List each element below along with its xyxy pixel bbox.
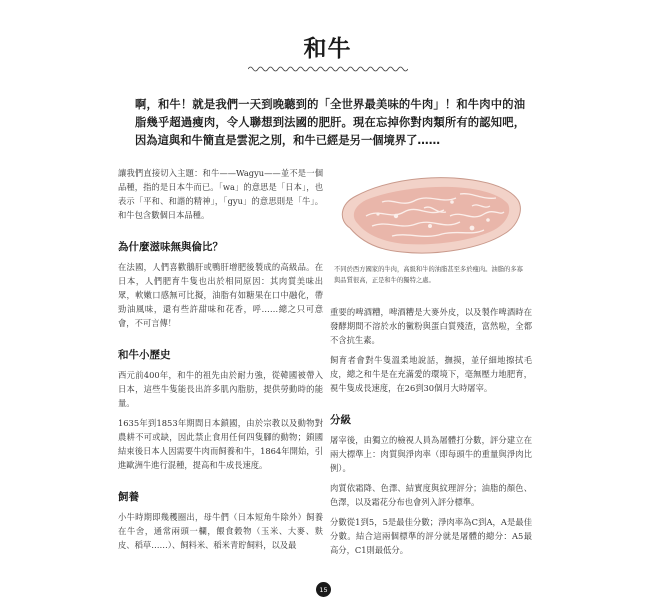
section-heading-grading: 分級 bbox=[330, 414, 351, 426]
page-number: 15 bbox=[316, 582, 331, 597]
section-heading-history: 和牛小歷史 bbox=[118, 349, 171, 361]
left-column bbox=[118, 166, 323, 558]
intro-paragraph: 啊，和牛！就是我們一天到晚聽到的「全世界最美味的牛肉」！和牛肉中的油脂幾乎超過瘦肉，令人聯想到法國的肥肝。現在忘掉你對肉類所有的認知吧，因為這與和牛簡直是雲泥之別，和牛已經是另一個境界了…… bbox=[135, 98, 525, 147]
image-caption: 不同於西方國家的牛肉，高級和牛的油脂甚至多於瘦肉。油脂的多寡與品質很高，正是和牛的獨特之處。 bbox=[334, 266, 523, 284]
history-paragraph-1: 西元前400年，和牛的祖先由於耐力強，從韓國被帶入日本，這些牛隻能長出許多肌內脂肪，提供勞動時的能量。 bbox=[118, 370, 323, 408]
grading-paragraph-1: 屠宰後，由獨立的檢視人員為屠體打分數，評分建立在兩大標準上：肉質與淨肉率（即每頭牛的重量與淨肉比例）。 bbox=[330, 435, 532, 473]
right-column bbox=[330, 305, 532, 563]
section-heading-why-delicious: 為什麼滋味無與倫比？ bbox=[118, 241, 223, 253]
page-title: 和牛 bbox=[303, 36, 352, 62]
raising-paragraph: 小牛時期即幾穫圈出，母牛們（日本短角牛除外）飼養在牛舍，通常兩頭一欄，餵食穀物（玉米、大麥、麩皮、稻草……）、飼料米、稻米青貯飼料，以及最 bbox=[118, 512, 323, 550]
lead-paragraph: 讓我們直接切入主題：和牛——Wagyu——並不是一個品種，指的是日本牛而已。「wa」的意思是「日本」，也表示「平和、和諧的精神」，「gyu」的意思則是「牛」。和牛包含數個日本品種。 bbox=[118, 168, 323, 220]
wagyu-steak-illustration bbox=[332, 170, 527, 258]
history-paragraph-2: 1635年到1853年期間日本鎖國，由於宗教以及動物對農耕不可或缺，因此禁止食用任何四隻腳的動物；鎖國結束後日本人因需要牛肉而飼養和牛，1864年開始，引進歐洲牛進行混種，提高和牛成長速度。 bbox=[118, 418, 323, 470]
title-wave-divider bbox=[248, 65, 408, 73]
section-why-paragraph: 在法國，人們喜歡鵝肝或鴨肝增肥後製成的高級品。在日本，人們肥育牛隻也出於相同原因：其肉質美味出眾，軟嫩口感無可比擬，油脂有如糖果在口中融化，帶勁油風味，還有些許甜味和花香，呼……總之只可意會，不可言傳！ bbox=[118, 262, 323, 328]
grading-paragraph-2: 肉質依霜降、色澤、結實度與紋理評分；油脂的顏色、色澤，以及霜花分布也會列入評分標準。 bbox=[330, 483, 532, 507]
grading-paragraph-3: 分數從1到5，5是最佳分數；淨肉率為C到A，A是最佳分數。結合這兩個標準的評分就是屠體的總分：A5最高分，C1則最低分。 bbox=[330, 517, 532, 555]
section-heading-raising: 飼養 bbox=[118, 491, 139, 503]
raising-continued-paragraph: 重要的啤酒糟，啤酒糟是大麥外皮，以及製作啤酒時在發酵期間不溶於水的黴粉與蛋白質殘渣，富然啦，全都不含抗生素。 bbox=[330, 307, 532, 345]
raising-care-paragraph: 飼育者會對牛隻溫柔地說話，撫摸，並仔細地擦拭毛皮，總之和牛是在充滿愛的環境下，毫無壓力地肥育，視牛隻成長速度，在26到30個月大時屠宰。 bbox=[330, 355, 532, 393]
